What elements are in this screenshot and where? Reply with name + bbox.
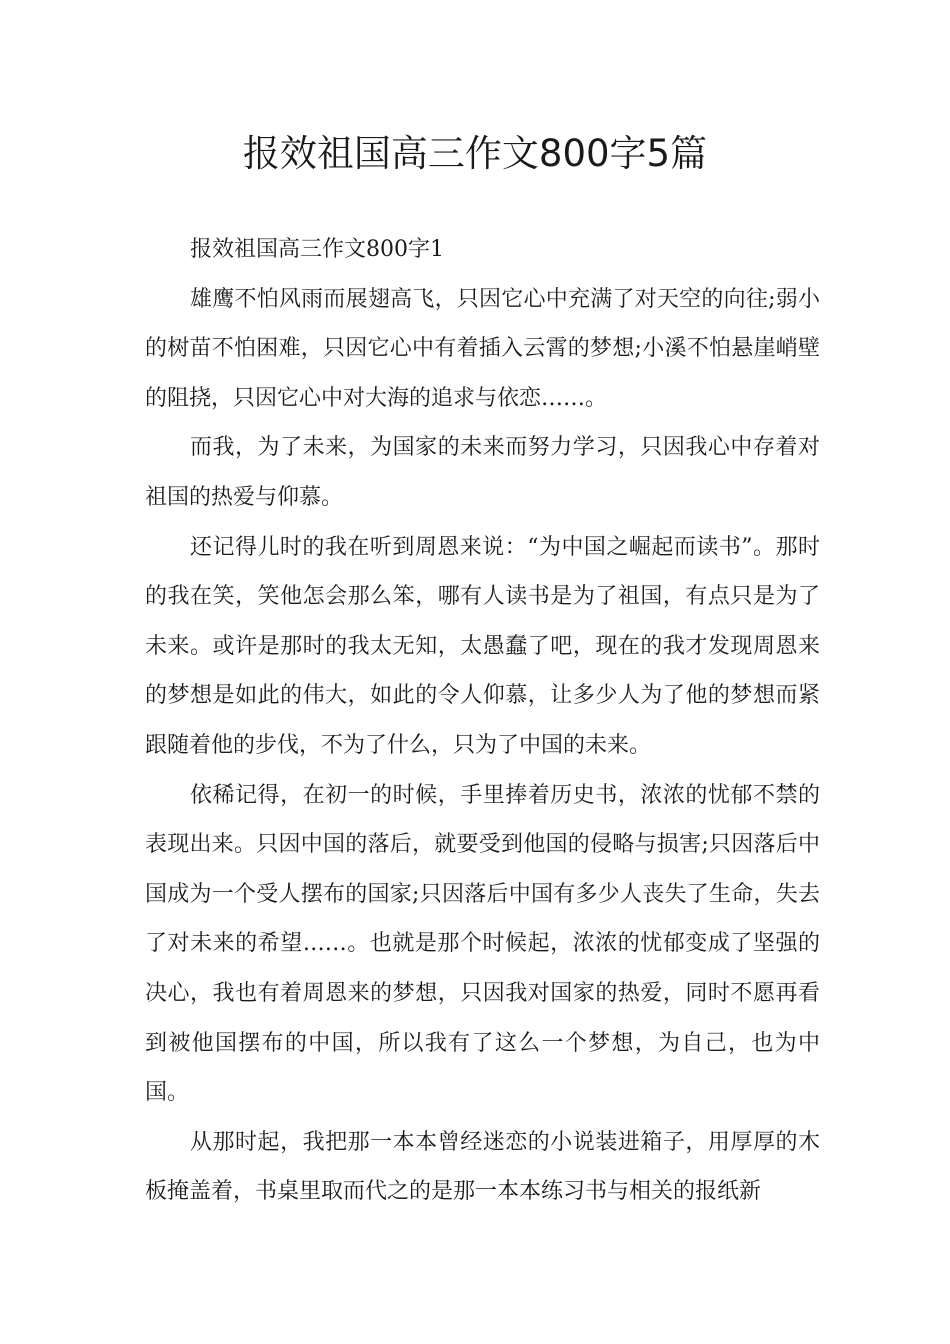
document-body: [145, 225, 820, 1217]
section-heading: 报效祖国高三作文800字1: [190, 237, 444, 262]
paragraph-1: 雄鹰不怕风雨而展翅高飞，只因它心中充满了对天空的向往;弱小的树苗不怕困难，只因它心中有着插入云霄的梦想;小溪不怕悬崖峭壁的阻挠，只因它心中对大海的追求与依恋……。: [145, 286, 820, 411]
document-title: 报效祖国高三作文800字5篇: [242, 132, 708, 175]
paragraph-5: 从那时起，我把那一本本曾经迷恋的小说装进箱子，用厚厚的木板掩盖着，书桌里取而代之的是那一本本练习书与相关的报纸新: [145, 1129, 820, 1205]
paragraph-3: 还记得儿时的我在听到周恩来说：“为中国之崛起而读书”。那时的我在笑，笑他怎会那么笨，哪有人读书是为了祖国，有点只是为了未来。或许是那时的我太无知，太愚蠢了吧，现在的我才发现周恩来的梦想是如此的伟大，如此的令人仰慕，让多少人为了他的梦想而紧跟随着他的步伐，不为了什么，只为了中国的未来。: [145, 534, 820, 758]
paragraph-4: 依稀记得，在初一的时候，手里捧着历史书，浓浓的忧郁不禁的表现出来。只因中国的落后，就要受到他国的侵略与损害;只因落后中国成为一个受人摆布的国家;只因落后中国有多少人丧失了生命，失去了对未来的希望……。也就是那个时候起，浓浓的忧郁变成了坚强的决心，我也有着周恩来的梦想，只因我对国家的热爱，同时不愿再看到被他国摆布的中国，所以我有了这么一个梦想，为自己，也为中国。: [145, 782, 820, 1106]
paragraph-2: 而我，为了未来，为国家的未来而努力学习，只因我心中存着对祖国的热爱与仰慕。: [145, 435, 820, 510]
